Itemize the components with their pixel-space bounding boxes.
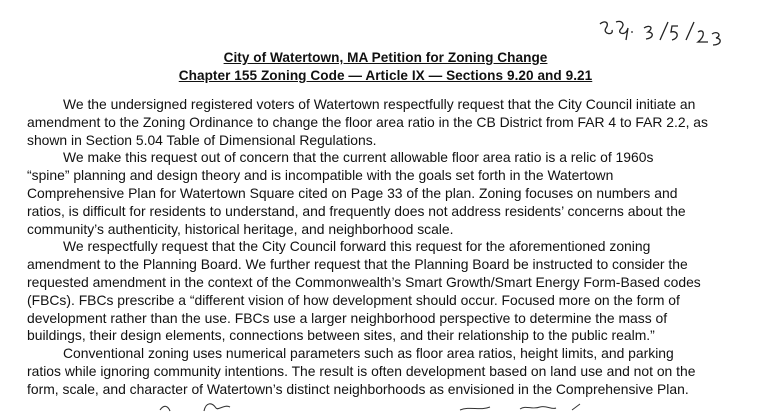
body-line: community’s authenticity, historical heritage, and neighborhood scale. [27, 220, 454, 237]
body-line: development rather than the use. FBCs use a larger neighborhood perspective to determine the mass of [27, 309, 668, 326]
handwritten-initials-date [592, 14, 742, 48]
handwritten-signature-fragment [0, 398, 771, 412]
body-line: Conventional zoning uses numerical parameters such as floor area ratios, height limits, and parking [63, 345, 674, 362]
body-line: (FBCs). FBCs prescribe a “different vision of how development should occur. Focused more on the form of [27, 291, 680, 308]
body-line: amendment to the Zoning Ordinance to change the floor area ratio in the CB District from FAR 4 to FAR 2.2, as [27, 113, 708, 130]
petition-title: City of Watertown, MA Petition for Zoning Change [223, 50, 548, 65]
body-line: requested amendment in the context of the Commonwealth’s Smart Growth/Smart Energy Form-Based codes [27, 273, 701, 290]
petition-subtitle: Chapter 155 Zoning Code — Article IX — Sections 9.20 and 9.21 [178, 68, 593, 83]
body-line: shown in Section 5.04 Table of Dimensional Regulations. [27, 131, 377, 148]
body-line: form, scale, and character of Watertown’s distinct neighborhoods as envisioned in the Comprehensive Plan. [27, 380, 689, 397]
body-line: buildings, their design elements, connections between sites, and their relationship to the public realm.” [27, 327, 655, 344]
body-line: We the undersigned registered voters of Watertown respectfully request that the City Council initiate an [63, 96, 696, 112]
body-line: “spine” planning and design theory and is incompatible with the goals set forth in the Watertown [27, 167, 614, 184]
body-line: ratios, is difficult for residents to understand, and frequently does not address residents’ concerns about the [27, 202, 686, 219]
body-line: amendment to the Planning Board. We further request that the Planning Board be instructed to consider the [27, 256, 688, 273]
body-line: Comprehensive Plan for Watertown Square cited on Page 33 of the plan. Zoning focuses on numbers and [27, 184, 678, 201]
petition-body [27, 96, 743, 399]
body-line: We make this request out of concern that the current allowable floor area ratio is a relic of 1960s [63, 149, 654, 166]
body-line: We respectfully request that the City Council forward this request for the aforementioned zoning [63, 238, 651, 255]
body-line: ratios while ignoring community intentions. The result is often development based on land use and not on the [27, 362, 696, 379]
